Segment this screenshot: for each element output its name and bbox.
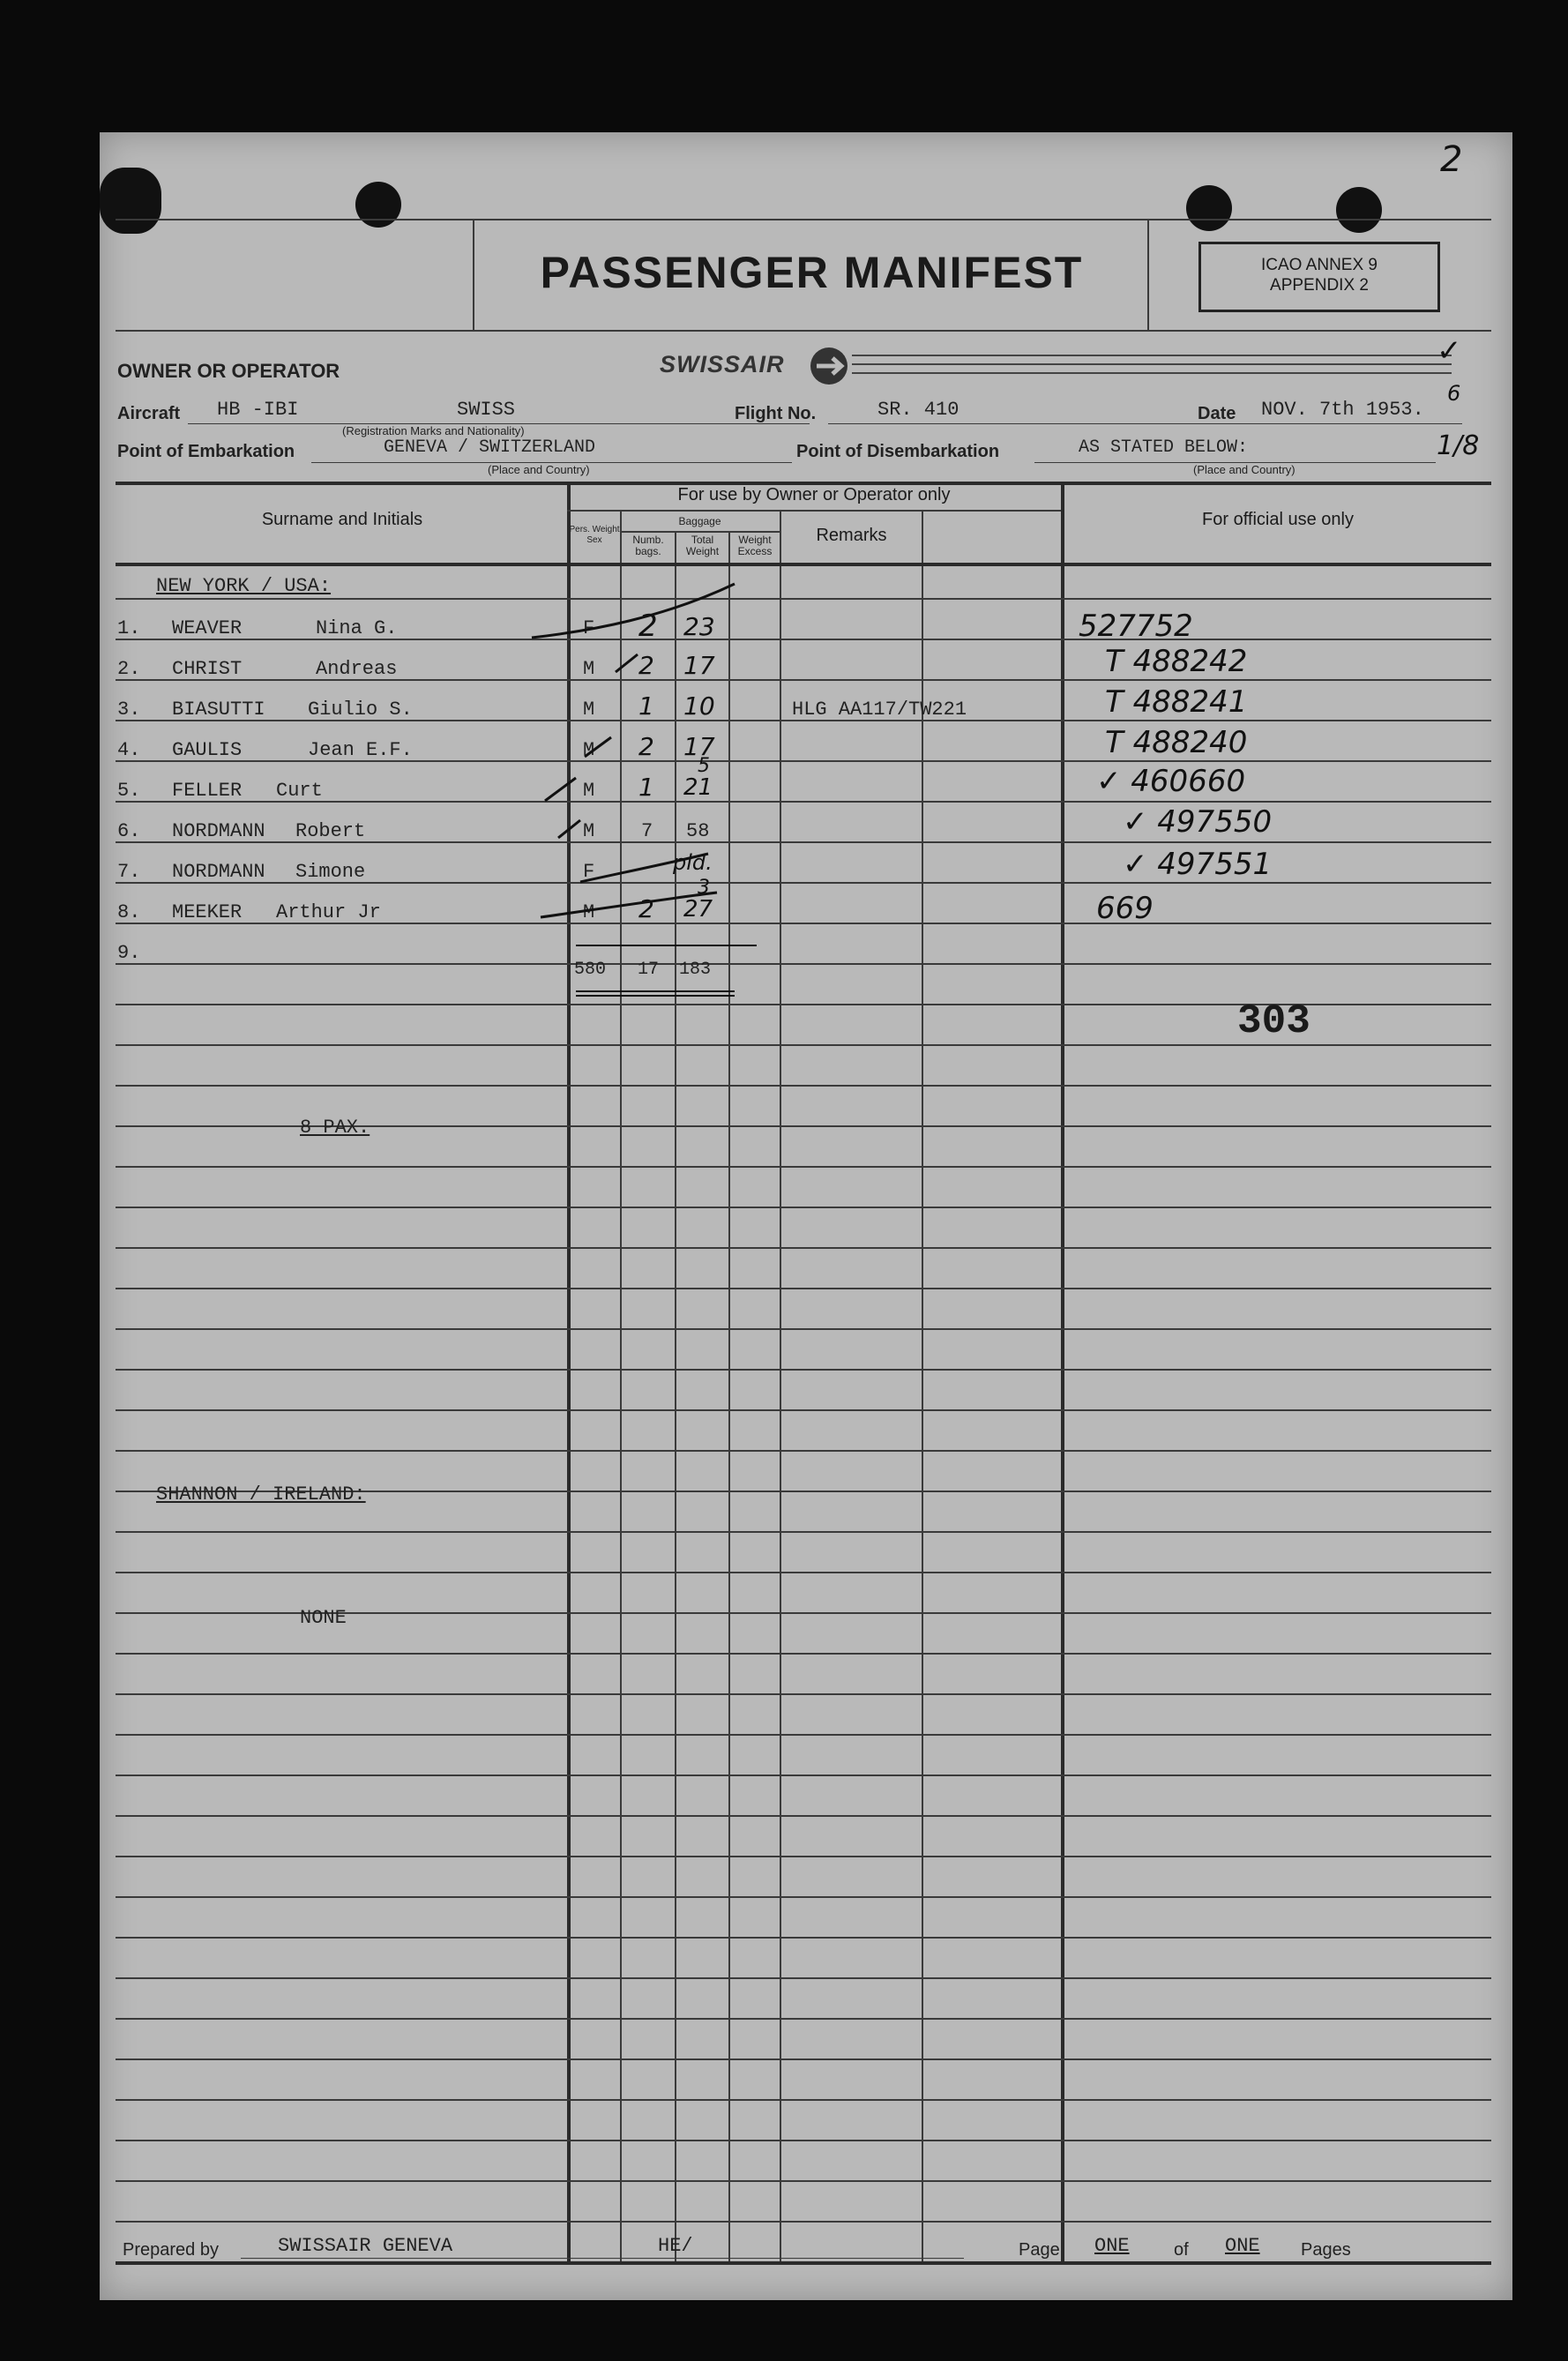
fraction-mark: 1/8 — [1437, 430, 1480, 461]
passenger-given-name: Robert — [295, 820, 366, 842]
passenger-given-name: Andreas — [316, 658, 398, 680]
passenger-surname: MEEKER — [172, 901, 243, 923]
passenger-surname: NORDMANN — [172, 861, 265, 883]
baggage-header: Baggage — [678, 515, 721, 527]
embarkation-label: Point of Embarkation — [117, 442, 295, 461]
official-number: T 488241 — [1105, 684, 1248, 720]
passenger-given-name: Simone — [295, 861, 366, 883]
bag-count: 2 — [638, 732, 654, 761]
disembarkation-note: (Place and Country) — [1193, 463, 1295, 476]
flight-number: SR. 410 — [877, 399, 959, 421]
remarks-value: HLG AA117/TW221 — [792, 699, 967, 721]
bag-count: 2 — [638, 894, 654, 923]
bag-weight: 23 — [683, 612, 715, 641]
passenger-given-name: Nina G. — [316, 617, 398, 639]
row-number: 2. — [117, 658, 141, 680]
shannon-none: NONE — [300, 1607, 347, 1629]
owner-label: OWNER OR OPERATOR — [117, 360, 340, 382]
row-number: 1. — [117, 617, 141, 639]
passenger-surname: BIASUTTI — [172, 699, 265, 721]
aircraft-registration: HB -IBI — [217, 399, 299, 421]
official-number: ✓ 460660 — [1096, 764, 1246, 799]
flight-label: Flight No. — [735, 404, 817, 423]
owner-check: ✓ — [1437, 333, 1462, 369]
official-number: 669 — [1096, 891, 1154, 926]
passenger-surname: GAULIS — [172, 739, 243, 761]
passenger-surname: NORDMANN — [172, 820, 265, 842]
numbered-stamp: 303 — [1237, 998, 1310, 1044]
preparer-initials: HE/ — [658, 2235, 693, 2257]
bag-count: 2 — [638, 609, 658, 644]
row-number: 8. — [117, 901, 141, 923]
official-number: T 488242 — [1105, 644, 1248, 679]
official-use-header: For official use only — [1202, 510, 1354, 529]
weight-correction: 5 — [698, 755, 710, 777]
surname-header: Surname and Initials — [261, 510, 423, 529]
passenger-sex: M — [583, 699, 595, 721]
official-number: 527752 — [1079, 609, 1193, 644]
passenger-sex: F — [583, 861, 595, 883]
total-weight: 183 — [679, 960, 712, 980]
remarks-header: Remarks — [816, 526, 887, 545]
aircraft-nationality: SWISS — [457, 399, 516, 421]
bag-count: 7 — [641, 820, 653, 842]
disembarkation-label: Point of Disembarkation — [796, 442, 1000, 461]
official-number: ✓ 497550 — [1123, 804, 1273, 840]
passenger-given-name: Arthur Jr — [276, 901, 381, 923]
total-bags: 17 — [638, 960, 660, 980]
row-number: 3. — [117, 699, 141, 721]
passenger-surname: FELLER — [172, 780, 243, 802]
passenger-surname: WEAVER — [172, 617, 243, 639]
passenger-count: 8 PAX. — [300, 1117, 370, 1139]
bag-count: 2 — [638, 651, 654, 680]
manifest-sheet — [100, 132, 1512, 2300]
page-number: ONE — [1094, 2235, 1130, 2257]
bag-count: 1 — [638, 691, 654, 721]
prepared-by-value: SWISSAIR GENEVA — [278, 2235, 453, 2257]
brand-name: SWISSAIR — [660, 351, 785, 377]
destination-new-york: NEW YORK / USA: — [156, 575, 332, 597]
passenger-sex: F — [583, 617, 595, 639]
of-label: of — [1174, 2240, 1189, 2260]
passenger-given-name: Giulio S. — [308, 699, 413, 721]
disembarkation-value: AS STATED BELOW: — [1079, 437, 1249, 458]
row-number: 9. — [117, 942, 141, 964]
row-number: 4. — [117, 739, 141, 761]
registration-note: (Registration Marks and Nationality) — [342, 424, 525, 437]
bag-weight: 17 — [683, 732, 715, 761]
total-weight-header: Total Weight — [685, 534, 720, 557]
weight-correction: 3 — [698, 877, 710, 899]
date-label: Date — [1198, 404, 1236, 423]
corner-mark: 2 — [1440, 139, 1463, 180]
prepared-by-label: Prepared by — [123, 2240, 219, 2260]
row-number: 5. — [117, 780, 141, 802]
passenger-sex: M — [583, 780, 595, 802]
number-of-bags-header: Numb. bags. — [632, 534, 664, 557]
bag-weight: 21 — [683, 774, 713, 801]
bag-weight: 58 — [686, 820, 710, 842]
bag-count: 1 — [638, 773, 654, 802]
aircraft-label: Aircraft — [117, 404, 181, 423]
pers-weight-sex-header: Pers. Weight Sex — [569, 525, 620, 545]
date-value: NOV. 7th 1953. — [1261, 399, 1424, 421]
bag-weight: 10 — [683, 691, 715, 721]
page-label: Page — [1019, 2240, 1060, 2260]
icao-line2: APPENDIX 2 — [1270, 276, 1369, 295]
passenger-given-name: Jean E.F. — [308, 739, 413, 761]
passenger-given-name: Curt — [276, 780, 323, 802]
row-number: 7. — [117, 861, 141, 883]
total-pers-weight: 580 — [574, 960, 607, 980]
bag-weight: 27 — [683, 896, 713, 923]
passenger-surname: CHRIST — [172, 658, 243, 680]
icao-line1: ICAO ANNEX 9 — [1261, 256, 1378, 274]
embarkation-note: (Place and Country) — [488, 463, 590, 476]
bag-count: pld. — [673, 850, 713, 875]
pages-label: Pages — [1301, 2240, 1351, 2260]
page-title: PASSENGER MANIFEST — [540, 248, 1084, 297]
passenger-sex: M — [583, 820, 595, 842]
official-number: ✓ 497551 — [1123, 847, 1273, 882]
owner-use-header: For use by Owner or Operator only — [677, 485, 951, 504]
pen-strikes — [100, 132, 1512, 1014]
bag-weight: 17 — [683, 651, 715, 680]
passenger-sex: M — [583, 658, 595, 680]
destination-shannon: SHANNON / IRELAND: — [156, 1483, 366, 1506]
page-total: ONE — [1225, 2235, 1260, 2257]
passenger-sex: M — [583, 901, 595, 923]
official-number: T 488240 — [1105, 725, 1248, 760]
weight-excess-header: Weight Excess — [737, 534, 773, 557]
embarkation-value: GENEVA / SWITZERLAND — [384, 437, 596, 458]
passenger-sex: M — [583, 739, 595, 761]
date-superscript: 6 — [1447, 381, 1461, 406]
row-number: 6. — [117, 820, 141, 842]
